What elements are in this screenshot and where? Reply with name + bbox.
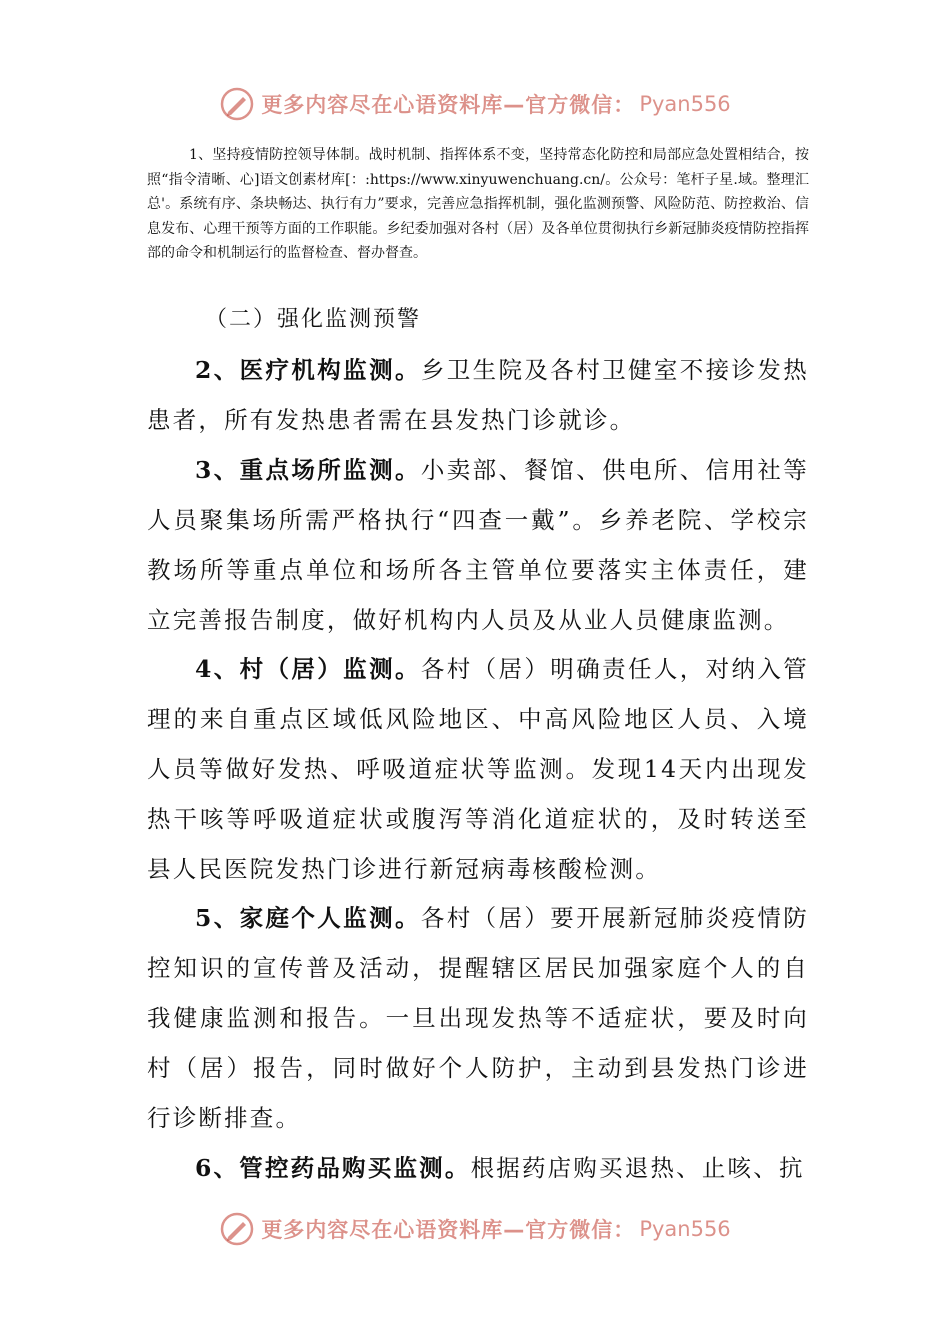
header-banner-text: 更多内容尽在心语资料库—官方微信： xyxy=(261,93,636,117)
paragraph-3-lead: 3、重点场所监测。 xyxy=(195,456,421,484)
paragraph-2 xyxy=(147,345,809,445)
header-wechat-id: Pyan556 xyxy=(639,92,731,116)
paragraph-4-lead: 4、村（居）监测。 xyxy=(195,655,421,683)
paragraph-5-lead: 5、家庭个人监测。 xyxy=(195,904,421,932)
paragraph-2-body: 乡卫生院及各村卫健室不接诊发热患者，所有发热患者需在县发热门诊就诊。 xyxy=(147,356,810,434)
paragraph-4-body: 各村（居）明确责任人，对纳入管理的来自重点区域低风险地区、中高风险地区人员、入境人员等做好发热、呼吸道症状等监测。发现14天内出现发热干咳等呼吸道症状或腹泻等消化道症状的，及时转送至县人民医院发热门诊进行新冠病毒核酸检测。 xyxy=(147,655,810,883)
paragraph-6-lead: 6、管控药品购买监测。 xyxy=(195,1154,471,1182)
footer-wechat-id: Pyan556 xyxy=(639,1217,731,1241)
footer-banner-text: 更多内容尽在心语资料库—官方微信： xyxy=(261,1218,636,1242)
pen-logo-icon xyxy=(219,1211,255,1247)
paragraph-4 xyxy=(147,644,809,894)
paragraph-3-body: 小卖部、餐馆、供电所、信用社等人员聚集场所需严格执行“四查一戴”。乡养老院、学校宗教场所等重点单位和场所各主管单位要落实主体责任，建立完善报告制度，做好机构内人员及从业人员健康监测。 xyxy=(147,456,810,634)
paragraph-5-body: 各村（居）要开展新冠肺炎疫情防控知识的宣传普及活动，提醒辖区居民加强家庭个人的自我健康监测和报告。一旦出现发热等不适症状，要及时向村（居）报告，同时做好个人防护，主动到县发热门诊进行诊断排查。 xyxy=(147,904,810,1132)
section-heading: （二）强化监测预警 xyxy=(205,307,422,332)
paragraph-6 xyxy=(147,1143,809,1193)
paragraph-2-lead: 2、医疗机构监测。 xyxy=(195,356,421,384)
paragraph-6-body: 根据药店购买退热、止咳、抗 xyxy=(470,1154,805,1182)
paragraph-5 xyxy=(147,893,809,1143)
paragraph-1: 1、坚持疫情防控领导体制。战时机制、指挥体系不变，坚持常态化防控和局部应急处置相结合，按照“指令清晰、心]语文创素材库[：:https://www.xinyuwenchuang.cn/。公众号：笔杆子星.域。整理汇总'。系统有序、条块畅达、执行有力”要求，完善应急指挥机制，强化监测预警、风险防范、防控救治、信息发布、心理干预等方面的工作职能。乡纪委加强对各村（居）及各单位贯彻执行乡新冠肺炎疫情防控指挥部的命令和机制运行的监督检查、督办督查。 xyxy=(147,147,809,261)
paragraph-3 xyxy=(147,445,809,645)
header-watermark-banner xyxy=(0,82,950,126)
footer-watermark-banner xyxy=(0,1207,950,1251)
pen-logo-icon xyxy=(219,86,255,122)
